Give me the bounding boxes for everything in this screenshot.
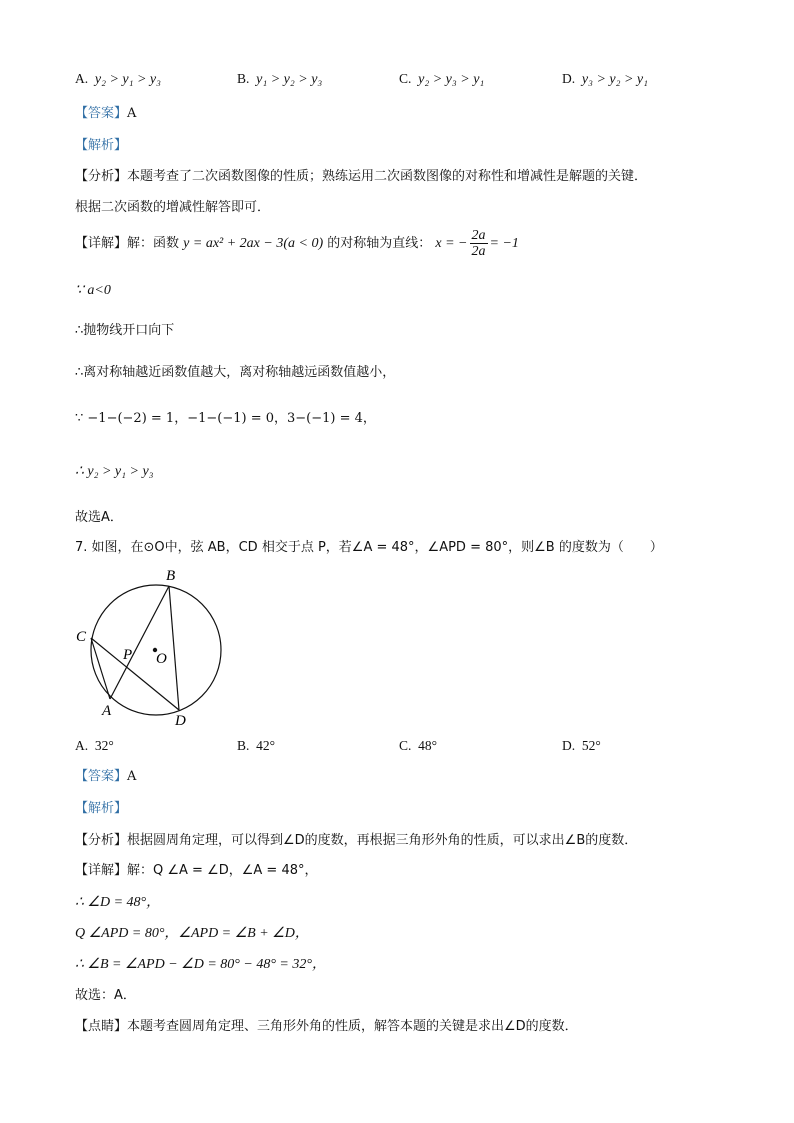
answer-line: 【答案】A [75, 106, 137, 121]
step-1: ∵ a<0 [75, 283, 111, 298]
q7-option-b: B. 42° [237, 738, 276, 753]
option-b: B. y₁ > y₂ > y₃ [237, 71, 323, 87]
label-p: P [123, 647, 133, 663]
q7-fenxi-line: 【分析】根据圆周角定理，可以得到∠D的度数，再根据三角形外角的性质，可以求出∠B的度数． [75, 833, 638, 848]
q7-option-c: C. 48° [399, 738, 438, 753]
step-3: ∴离对称轴越近函数值越大，离对称轴越远函数值越小， [75, 365, 396, 380]
chord-cd [91, 638, 179, 710]
option-c: C. y₂ > y₃ > y₁ [399, 71, 485, 87]
label-a: A [102, 703, 112, 719]
segment-bd [169, 586, 179, 710]
q7-step-3: ∴ ∠B = ∠APD − ∠D = 80° − 48° = 32°， [75, 957, 326, 972]
answer-tag: 【答案】 [75, 106, 128, 121]
label-d: D [175, 713, 186, 729]
label-o: O [156, 651, 167, 667]
step-6: 故选A． [75, 510, 123, 525]
q7-step-2: Q ∠APD = 80°，∠APD = ∠B + ∠D， [75, 926, 309, 941]
option-a: A. y₂ > y₁ > y₃ [75, 71, 162, 87]
q7-option-d: D. 52° [562, 738, 601, 753]
q7-step-4: 故选：A． [75, 988, 136, 1003]
q7-detail-line: 【详解】解：Q ∠A = ∠D，∠A = 48°， [75, 863, 318, 878]
analysis-heading: 【解析】 [75, 138, 128, 153]
question-7-stem: 7. 如图，在⊙O中，弦 AB，CD 相交于点 P，若∠A = 48°，∠APD = 80°，则∠B 的度数为（ ） [75, 540, 663, 555]
label-c: C [76, 629, 87, 645]
q7-option-a: A. 32° [75, 738, 114, 753]
fraction: $\frac{2a}{2a}$ [471, 228, 486, 259]
q7-analysis-heading: 【解析】 [75, 801, 128, 816]
label-b: B [166, 568, 176, 584]
chord-ab [110, 586, 169, 699]
step-5: ∴ y₂ > y₁ > y₃ [75, 464, 154, 479]
option-d: D. y₃ > y₂ > y₁ [562, 71, 649, 87]
q7-dianjing-line: 【点睛】本题考查圆周角定理、三角形外角的性质，解答本题的关键是求出∠D的度数． [75, 1019, 578, 1034]
fenxi-line-2: 根据二次函数的增减性解答即可． [75, 200, 271, 215]
step-2: ∴抛物线开口向下 [75, 323, 175, 338]
step-4: ∵ −1−(−2) = 1，−1−(−1) = 0，3−(−1) = 4， [75, 411, 376, 426]
q7-step-1: ∴ ∠D = 48°， [75, 895, 161, 910]
circle-figure [72, 562, 232, 732]
q7-answer-line: 【答案】A [75, 769, 137, 784]
detail-line: 【详解】解：函数 y = ax² + 2ax − 3(a < 0) 的对称轴为直线： x = − $\frac{2a}{2a}$ = −1 [75, 228, 519, 259]
fenxi-line: 【分析】本题考查了二次函数图像的性质；熟练运用二次函数图像的对称性和增减性是解题的关键． [75, 169, 648, 184]
